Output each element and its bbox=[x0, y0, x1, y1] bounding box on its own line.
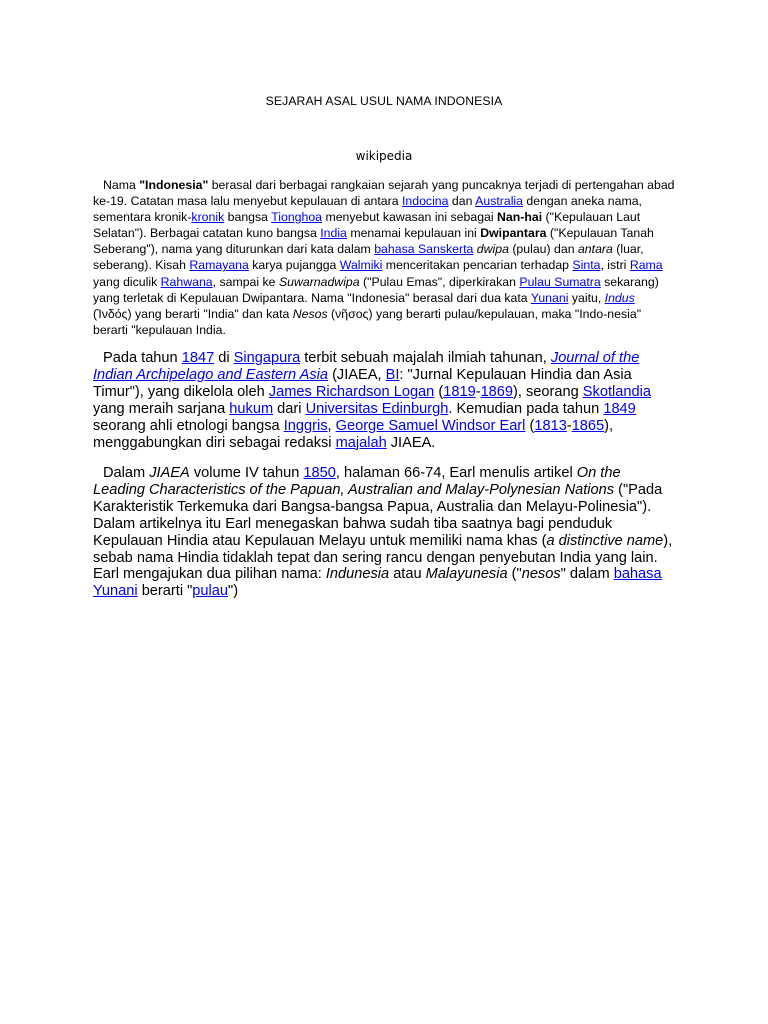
italic-term: a distinctive name bbox=[546, 532, 664, 549]
paragraph-text: , sampai ke bbox=[212, 274, 279, 289]
paragraph-text: menceritakan pencarian terhadap bbox=[382, 258, 573, 273]
paragraph-text: ("Pada Karakteristik Terkemuka dari Bangsa-bangsa Papua, Australia dan Melayu-Polinesia"). Dalam artikelnya itu Earl menegaskan bahwa sudah tiba saatnya bagi penduduk Kepulauan Hindia atau Kepulauan Melayu untuk memiliki nama khas ( bbox=[93, 481, 663, 549]
document-title: SEJARAH ASAL USUL NAMA INDONESIA bbox=[265, 94, 503, 108]
link-journal-indian-archipelago[interactable]: Journal of the Indian Archipelago and Eastern Asia bbox=[93, 350, 640, 383]
paragraph-text: JIAEA. bbox=[386, 434, 436, 451]
italic-term: Suwarnadwipa bbox=[278, 274, 360, 289]
link-indus[interactable]: Indus bbox=[604, 290, 635, 305]
link-1869[interactable]: 1869 bbox=[480, 383, 514, 400]
paragraph-text: " dalam bbox=[560, 566, 614, 583]
paragraph-text: yang meraih sarjana bbox=[93, 400, 230, 417]
italic-term: On the Leading Characteristics of the Papuan, Australian and Malay-Polynesian Nations bbox=[93, 465, 621, 498]
paragraph-text: ( bbox=[434, 383, 444, 400]
link-1813[interactable]: 1813 bbox=[534, 417, 567, 434]
link-singapura[interactable]: Singapura bbox=[233, 350, 301, 366]
link-indocina[interactable]: Indocina bbox=[401, 194, 449, 209]
link-hukum[interactable]: hukum bbox=[229, 400, 274, 417]
paragraph-text: , istri bbox=[600, 258, 630, 273]
link-sinta[interactable]: Sinta bbox=[572, 258, 601, 273]
bold-term: Nan-hai bbox=[497, 210, 543, 225]
italic-term: antara bbox=[577, 242, 613, 257]
paragraph-text: - bbox=[475, 383, 481, 400]
italic-term: Indunesia bbox=[325, 566, 390, 583]
paragraph-text: : "Jurnal Kepulauan Hindia dan Asia Timur"), yang dikelola oleh bbox=[93, 366, 632, 400]
link-pulau-sumatra[interactable]: Pulau Sumatra bbox=[519, 274, 601, 289]
paragraph-text: ), menggabungkan diri sebagai redaksi bbox=[93, 417, 614, 451]
link-rahwana[interactable]: Rahwana bbox=[160, 274, 213, 289]
paragraph-text: ( bbox=[525, 417, 535, 434]
paragraph-text: (JIAEA, bbox=[328, 366, 386, 383]
paragraph-1 bbox=[93, 177, 675, 338]
paragraph-text: sekarang) yang terletak di Kepulauan Dwipantara. Nama "Indonesia" berasal dari dua kata bbox=[93, 274, 659, 305]
link-walmiki[interactable]: Walmiki bbox=[339, 258, 383, 273]
paragraph-text: (pulau) dan bbox=[508, 242, 578, 257]
paragraph-text: ("Kepulauan Laut Selatan"). Berbagai catatan kuno bangsa bbox=[93, 210, 641, 241]
bold-term: "Indonesia" bbox=[139, 178, 209, 192]
paragraph-text: karya pujangga bbox=[248, 258, 340, 273]
paragraph-text: Nama bbox=[103, 178, 140, 192]
italic-term: JIAEA bbox=[149, 465, 190, 481]
paragraph-text: volume IV tahun bbox=[189, 465, 304, 481]
paragraph-text: (νῆσος) yang berarti pulau/kepulauan, maka "Indo-nesia" berarti "kepulauan India. bbox=[93, 306, 642, 337]
link-rama[interactable]: Rama bbox=[629, 258, 663, 273]
italic-term: Nesos bbox=[292, 306, 328, 321]
link-bi[interactable]: BI bbox=[385, 366, 400, 383]
link-bahasa-sanskerta[interactable]: bahasa Sanskerta bbox=[374, 242, 474, 257]
paragraph-text: atau bbox=[389, 566, 426, 583]
link-australia[interactable]: Australia bbox=[475, 194, 523, 209]
link-1850[interactable]: 1850 bbox=[303, 465, 336, 481]
paragraph-text: menamai kepulauan ini bbox=[346, 226, 481, 241]
paragraph-text: (Ἰνδός) yang berarti "India" dan kata bbox=[93, 306, 293, 321]
italic-term: dwipa bbox=[476, 242, 509, 257]
document-source: wikipedia bbox=[355, 149, 413, 163]
link-skotlandia[interactable]: Skotlandia bbox=[582, 383, 651, 400]
link-india[interactable]: India bbox=[320, 226, 347, 241]
link-1865[interactable]: 1865 bbox=[571, 417, 605, 434]
paragraph-3 bbox=[93, 465, 675, 600]
bold-term: Dwipantara bbox=[480, 226, 547, 241]
paragraph-text: ("Kepulauan Tanah Seberang"), nama yang diturunkan dari kata dalam bbox=[93, 226, 654, 257]
paragraph-text: menyebut kawasan ini sebagai bbox=[322, 210, 498, 225]
paragraph-text: (" bbox=[507, 566, 522, 583]
link-universitas-edinburgh[interactable]: Universitas Edinburgh bbox=[305, 400, 449, 417]
link-1819[interactable]: 1819 bbox=[443, 383, 476, 400]
link-bahasa-yunani[interactable]: bahasa Yunani bbox=[93, 566, 662, 600]
link-james-richardson-logan[interactable]: James Richardson Logan bbox=[268, 383, 435, 400]
paragraph-text: ), sebab nama Hindia tidaklah tepat dan sering rancu dengan penyebutan India yang lain. Earl mengajukan dua pilihan nama: bbox=[93, 532, 673, 583]
paragraph-text: ), seorang bbox=[513, 383, 583, 400]
italic-term: nesos bbox=[521, 566, 561, 583]
link-ramayana[interactable]: Ramayana bbox=[189, 258, 249, 273]
link-majalah[interactable]: majalah bbox=[335, 434, 387, 451]
paragraph-text: - bbox=[566, 417, 572, 434]
paragraph-text: di bbox=[214, 350, 234, 366]
paragraph-text: dari bbox=[273, 400, 306, 417]
paragraph-2 bbox=[93, 350, 675, 451]
paragraph-text: yang diculik bbox=[93, 274, 161, 289]
paragraph-text: seorang ahli etnologi bangsa bbox=[93, 417, 284, 434]
paragraph-text: bangsa bbox=[224, 210, 272, 225]
paragraph-text: Dalam bbox=[103, 465, 150, 481]
paragraph-text: terbit sebuah majalah ilmiah tahunan, bbox=[300, 350, 551, 366]
link-kronik[interactable]: kronik bbox=[191, 210, 225, 225]
link-pulau[interactable]: pulau bbox=[192, 583, 229, 600]
paragraph-text: ("Pulau Emas", diperkirakan bbox=[359, 274, 520, 289]
italic-term: Malayunesia bbox=[425, 566, 508, 583]
link-yunani[interactable]: Yunani bbox=[530, 290, 569, 305]
paragraph-text: (luar, seberang). Kisah bbox=[93, 242, 644, 273]
paragraph-text: berasal dari berbagai rangkaian sejarah yang puncaknya terjadi di pertengahan abad ke-19. Catatan masa lalu menyebut kepulauan di antara bbox=[93, 178, 675, 209]
link-1847[interactable]: 1847 bbox=[181, 350, 215, 366]
link-1849[interactable]: 1849 bbox=[603, 400, 636, 417]
paragraph-text: yaitu, bbox=[568, 290, 605, 305]
paragraph-text: , halaman 66-74, Earl menulis artikel bbox=[335, 465, 577, 481]
paragraph-text: Pada tahun bbox=[103, 350, 182, 366]
paragraph-text: dengan aneka nama, sementara kronik- bbox=[93, 194, 642, 225]
link-george-samuel-windsor-earl[interactable]: George Samuel Windsor Earl bbox=[335, 417, 526, 434]
paragraph-text: , bbox=[327, 417, 336, 434]
paragraph-text: dan bbox=[448, 194, 476, 209]
link-tionghoa[interactable]: Tionghoa bbox=[271, 210, 323, 225]
link-inggris[interactable]: Inggris bbox=[283, 417, 328, 434]
paragraph-text: berarti " bbox=[137, 583, 193, 600]
paragraph-text: . Kemudian pada tahun bbox=[448, 400, 604, 417]
paragraph-text: ") bbox=[228, 583, 239, 600]
